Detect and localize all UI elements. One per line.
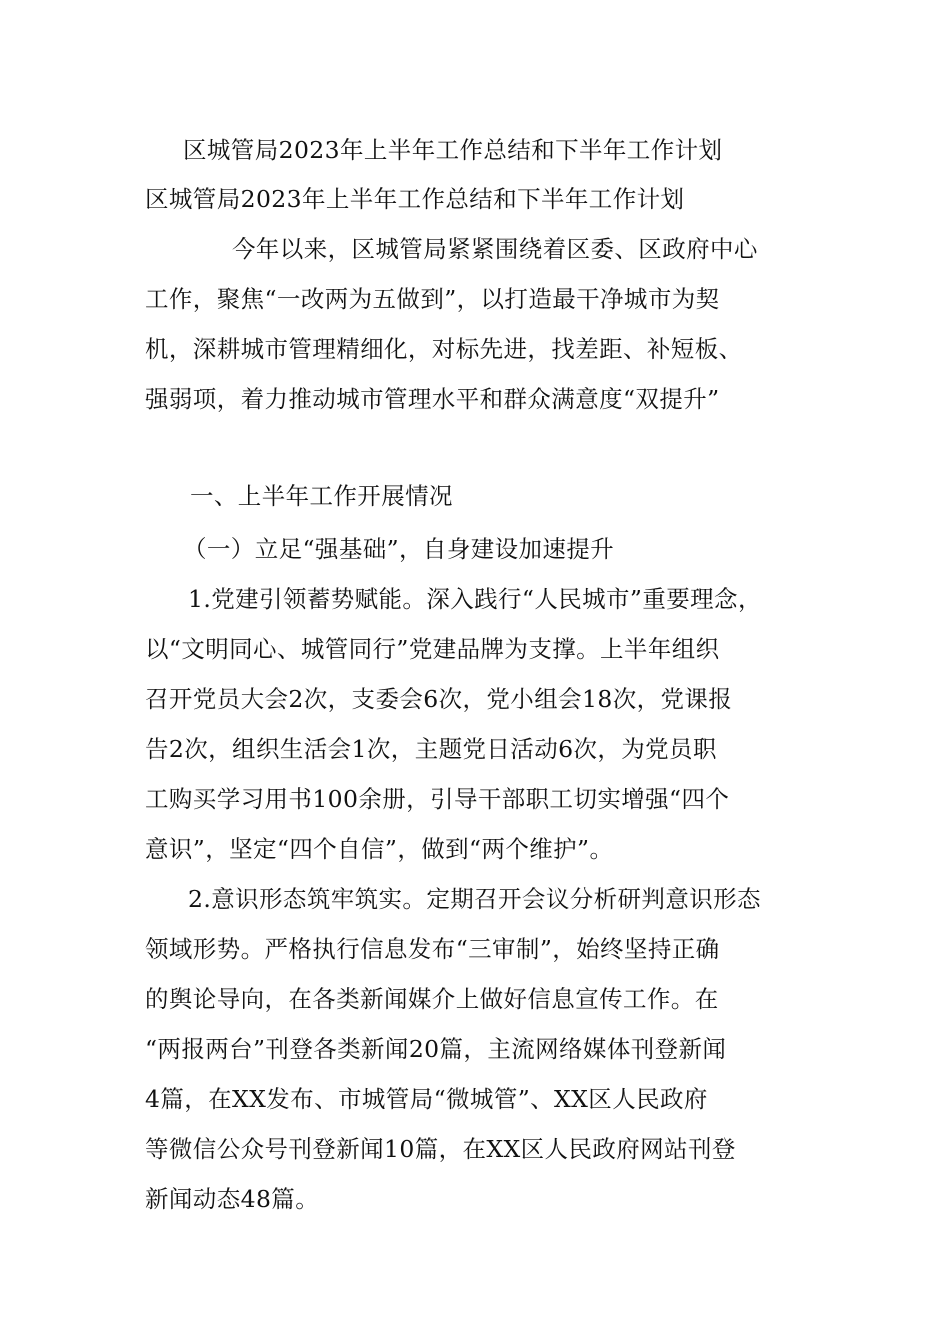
item1-line-3: 召开党员大会2次，支委会6次，党小组会18次，党课报 <box>145 685 733 713</box>
item1-line-6: 意识”，坚定“四个自信”，做到“两个维护”。 <box>145 835 614 863</box>
item1-line-4: 告2次，组织生活会1次，主题党日活动6次，为党员职 <box>145 735 717 763</box>
document-title-line-1: 区城管局2023年上半年工作总结和下半年工作计划 <box>183 136 723 164</box>
item1-line-5: 工购买学习用书100余册，引导干部职工切实增强“四个 <box>145 785 730 813</box>
intro-paragraph-line-1: 今年以来，区城管局紧紧围绕着区委、区政府中心 <box>232 235 758 263</box>
item2-line-6: 等微信公众号刊登新闻10篇，在XX区人民政府网站刊登 <box>145 1135 736 1163</box>
item2-line-5: 4篇，在XX发布、市城管局“微城管”、XX区人民政府 <box>145 1085 708 1113</box>
item2-line-7: 新闻动态48篇。 <box>145 1185 320 1213</box>
intro-paragraph-line-2: 工作，聚焦“一改两为五做到”，以打造最干净城市为契 <box>145 285 720 313</box>
intro-paragraph-line-3: 机，深耕城市管理精细化，对标先进，找差距、补短板、 <box>145 335 743 363</box>
subsection-heading: （一）立足“强基础”，自身建设加速提升 <box>183 535 615 563</box>
intro-paragraph-line-4: 强弱项，着力推动城市管理水平和群众满意度“双提升” <box>145 385 720 413</box>
document-title-line-2: 区城管局2023年上半年工作总结和下半年工作计划 <box>145 185 685 213</box>
item2-line-4: “两报两台”刊登各类新闻20篇，主流网络媒体刊登新闻 <box>145 1035 727 1063</box>
section-heading: 一、上半年工作开展情况 <box>190 482 453 510</box>
item1-line-1: 1.党建引领蓄势赋能。深入践行“人民城市”重要理念， <box>188 585 762 613</box>
item2-line-1: 2.意识形态筑牢筑实。定期召开会议分析研判意识形态 <box>188 885 761 913</box>
item2-line-3: 的舆论导向，在各类新闻媒介上做好信息宣传工作。在 <box>145 985 719 1013</box>
item1-line-2: 以“文明同心、城管同行”党建品牌为支撑。上半年组织 <box>145 635 720 663</box>
item2-line-2: 领域形势。严格执行信息发布“三审制”，始终坚持正确 <box>145 935 720 963</box>
